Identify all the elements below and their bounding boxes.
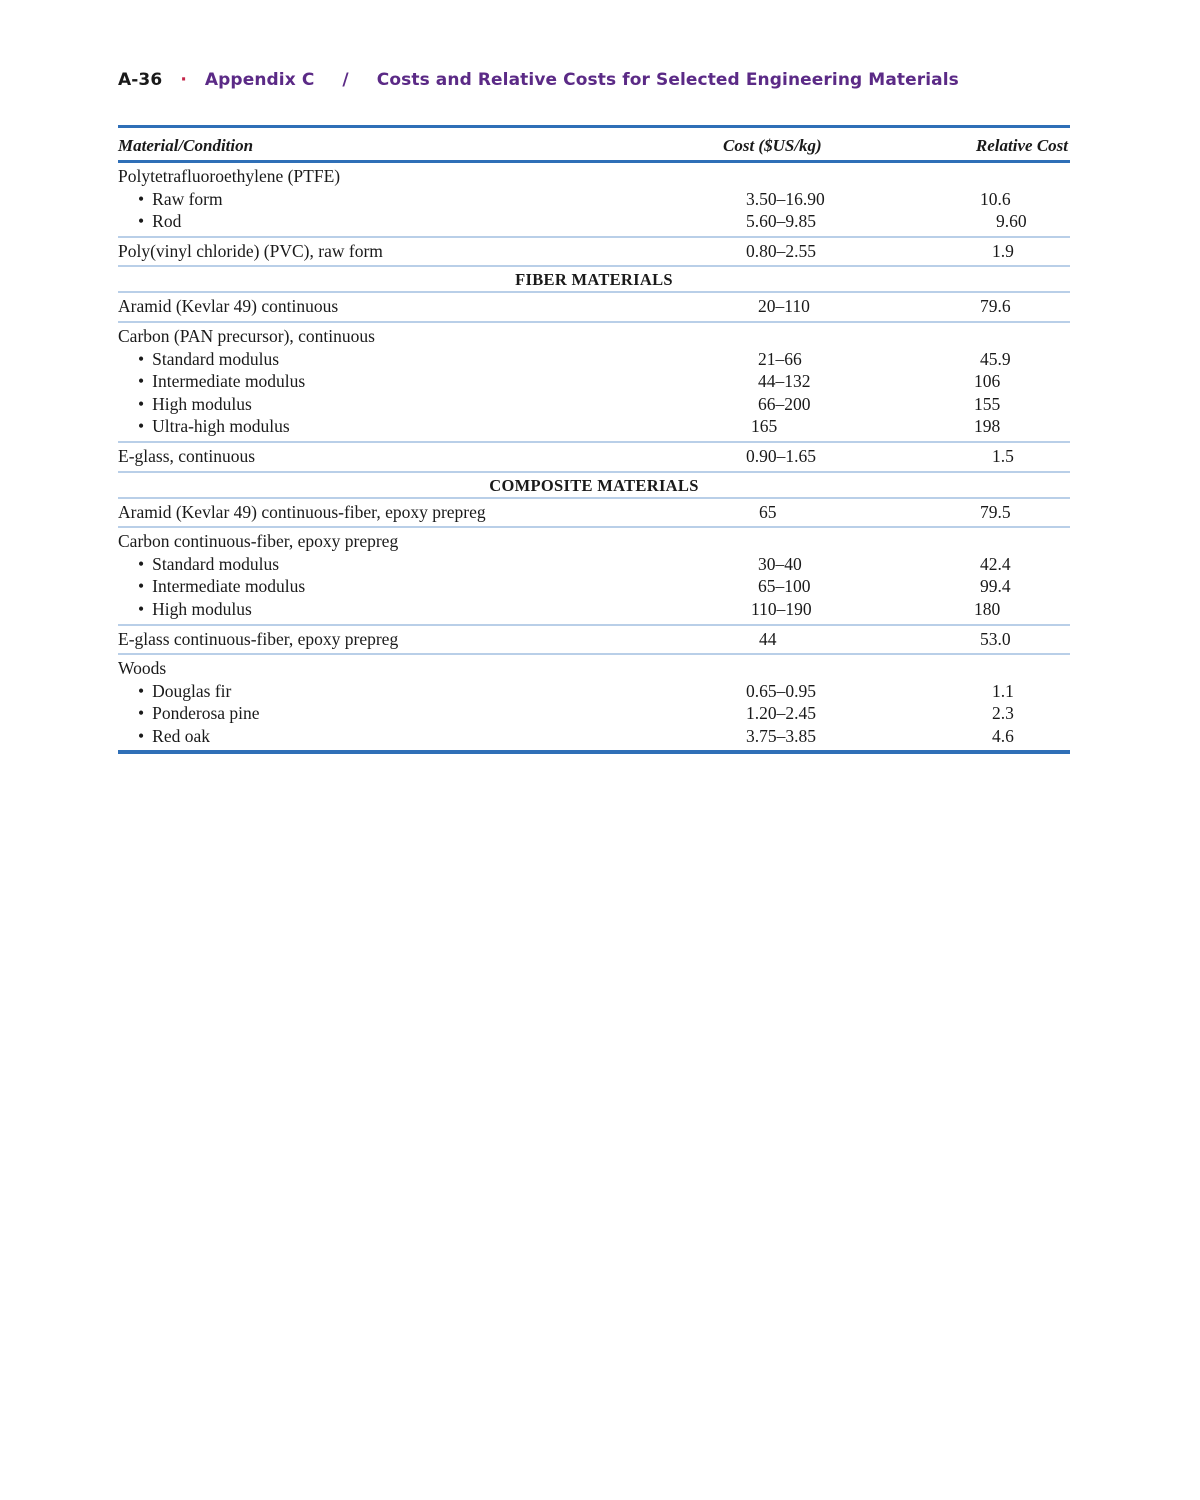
cost-cell: 65–100 — [758, 576, 811, 597]
table-row — [118, 628, 1070, 651]
relative-cost-cell: 4.6 — [992, 725, 1014, 746]
table-row — [118, 657, 1070, 680]
table-row — [118, 393, 1070, 416]
table-header — [118, 128, 1070, 163]
appendix-label: Appendix C — [204, 70, 315, 90]
table-row — [118, 165, 1070, 188]
section-heading-text: COMPOSITE MATERIALS — [489, 475, 699, 495]
table-row — [118, 680, 1070, 703]
table-row — [118, 240, 1070, 263]
cost-cell: 44 — [759, 628, 777, 649]
relative-cost-cell: 180 — [974, 598, 1001, 619]
material-cell: • Raw form — [138, 189, 223, 210]
table-row — [118, 725, 1070, 748]
material-cell: Poly(vinyl chloride) (PVC), raw form — [118, 240, 383, 261]
cost-cell: 66–200 — [758, 393, 811, 414]
table-group-aramid — [118, 293, 1070, 323]
table-row — [118, 553, 1070, 576]
cost-cell: 3.50–16.90 — [746, 188, 825, 209]
table-row — [118, 575, 1070, 598]
header-dot: · — [180, 70, 187, 90]
relative-cost-cell: 79.6 — [980, 296, 1011, 317]
section-heading-composite — [118, 473, 1070, 499]
cost-cell: 1.20–2.45 — [746, 703, 816, 724]
table-row — [118, 370, 1070, 393]
cost-cell: 21–66 — [758, 348, 802, 369]
relative-cost-cell: 1.5 — [992, 445, 1014, 466]
table-row — [118, 325, 1070, 348]
table-row — [118, 415, 1070, 438]
cost-cell: 3.75–3.85 — [746, 725, 816, 746]
relative-cost-cell: 106 — [974, 371, 1001, 392]
material-cell: Polytetrafluoroethylene (PTFE) — [118, 166, 341, 186]
relative-cost-cell: 45.9 — [980, 348, 1011, 369]
table-group-eglass-epoxy — [118, 626, 1070, 656]
page-header — [118, 70, 1078, 96]
table-group-aramid-epoxy — [118, 499, 1070, 529]
table-row — [118, 295, 1070, 318]
page-number: A-36 — [118, 70, 163, 90]
relative-cost-cell: 42.4 — [980, 553, 1011, 574]
table-row — [118, 501, 1070, 524]
relative-cost-cell: 1.1 — [992, 680, 1014, 701]
cost-cell: 44–132 — [758, 371, 811, 392]
table-group-carbon — [118, 323, 1070, 443]
table-group-woods — [118, 655, 1070, 754]
appendix-title: Costs and Relative Costs for Selected Engineering Materials — [376, 70, 959, 90]
cost-cell: 0.80–2.55 — [746, 240, 816, 261]
material-cell: • High modulus — [138, 599, 252, 620]
material-cell: • Intermediate modulus — [138, 371, 305, 392]
material-cell: Carbon continuous-fiber, epoxy prepreg — [118, 531, 399, 552]
table-row — [118, 348, 1070, 371]
column-header-cost: Cost ($US/kg) — [723, 136, 822, 155]
relative-cost-cell: 1.9 — [992, 240, 1014, 261]
relative-cost-cell: 79.5 — [980, 501, 1011, 522]
material-cell: E-glass continuous-fiber, epoxy prepreg — [118, 628, 399, 649]
column-header-material: Material/Condition — [118, 136, 254, 155]
table-group-pvc — [118, 238, 1070, 268]
material-cell: • Ponderosa pine — [138, 703, 260, 724]
cost-cell: 0.90–1.65 — [746, 445, 816, 466]
column-header-relative-cost: Relative Cost — [975, 136, 1068, 155]
cost-cell: 30–40 — [758, 553, 802, 574]
relative-cost-cell: 9.60 — [996, 211, 1027, 232]
material-cell: • Ultra-high modulus — [138, 416, 290, 437]
relative-cost-cell: 10.6 — [980, 188, 1011, 209]
cost-cell: 5.60–9.85 — [746, 211, 816, 232]
material-cell: Aramid (Kevlar 49) continuous — [118, 296, 339, 317]
section-heading-fiber — [118, 267, 1070, 293]
header-separator: / — [342, 70, 349, 90]
cost-cell: 20–110 — [758, 296, 810, 317]
relative-cost-cell: 99.4 — [980, 576, 1011, 597]
cost-table — [118, 125, 1070, 754]
material-cell: Woods — [118, 658, 167, 679]
material-cell: • High modulus — [138, 394, 252, 415]
table-row — [118, 530, 1070, 553]
material-cell: • Rod — [138, 211, 181, 232]
table-row — [118, 598, 1070, 621]
cost-cell: 110–190 — [751, 598, 812, 619]
material-cell: • Douglas fir — [138, 681, 231, 702]
cost-cell: 0.65–0.95 — [746, 680, 816, 701]
table-group-ptfe — [118, 163, 1070, 238]
material-cell: E-glass, continuous — [118, 445, 256, 466]
material-cell: Carbon (PAN precursor), continuous — [118, 325, 375, 346]
material-cell: Aramid (Kevlar 49) continuous-fiber, epoxy prepreg — [118, 501, 486, 522]
table-row — [118, 210, 1070, 233]
material-cell: • Standard modulus — [138, 349, 279, 370]
material-cell: • Intermediate modulus — [138, 576, 305, 597]
cost-cell: 65 — [759, 501, 777, 522]
table-row — [118, 702, 1070, 725]
cost-cell: 165 — [751, 416, 778, 437]
section-heading-text: FIBER MATERIALS — [515, 270, 673, 290]
material-cell: • Red oak — [138, 726, 210, 747]
relative-cost-cell: 53.0 — [980, 628, 1011, 649]
table-group-eglass — [118, 443, 1070, 473]
table-group-carbon-epoxy — [118, 528, 1070, 625]
relative-cost-cell: 155 — [974, 393, 1001, 414]
table-row — [118, 188, 1070, 211]
relative-cost-cell: 2.3 — [992, 703, 1014, 724]
relative-cost-cell: 198 — [974, 416, 1001, 437]
material-cell: • Standard modulus — [138, 554, 279, 575]
table-row — [118, 445, 1070, 468]
